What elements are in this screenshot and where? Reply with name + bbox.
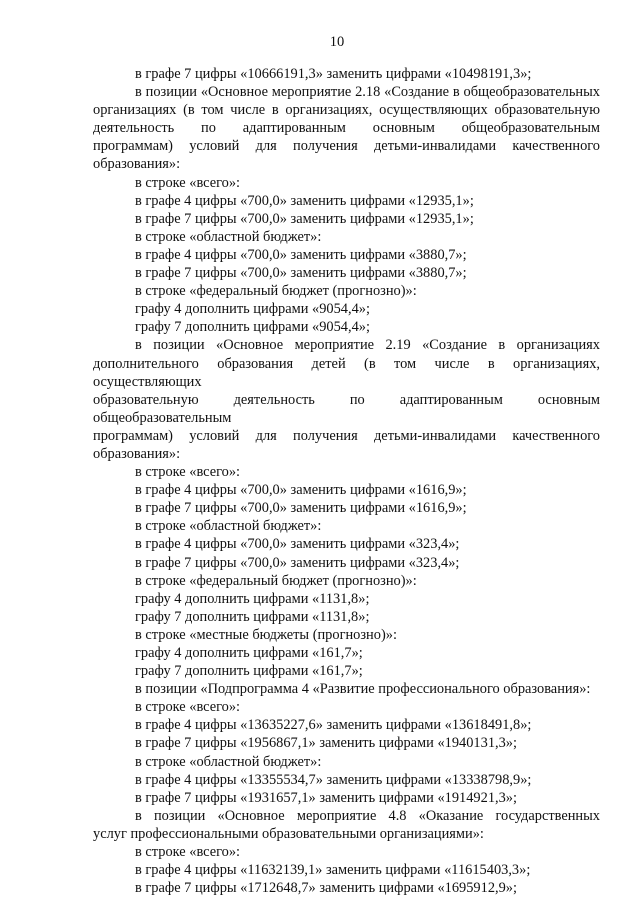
text-line: в графе 4 цифры «700,0» заменить цифрами «12935,1»; <box>135 192 474 209</box>
text-line: графу 7 дополнить цифрами «9054,4»; <box>135 319 370 336</box>
text-line: программам) условий для получения детьми-инвалидами качественного <box>93 427 600 444</box>
text-line: в графе 7 цифры «700,0» заменить цифрами «323,4»; <box>135 554 460 571</box>
text-line: в графе 4 цифры «700,0» заменить цифрами «323,4»; <box>135 536 460 553</box>
text-line: графу 4 дополнить цифрами «161,7»; <box>135 645 363 661</box>
text-line: в графе 4 цифры «700,0» заменить цифрами «1616,9»; <box>135 482 467 499</box>
text-line: в графе 4 цифры «13355534,7» заменить цифрами «13338798,9»; <box>135 771 532 788</box>
text-line: в графе 7 цифры «1712648,7» заменить цифрами «1695912,9»; <box>135 880 517 897</box>
text-line: в позиции «Основное мероприятие 2.18 «Создание в общеобразовательных <box>135 84 600 101</box>
text-line: в строке «всего»: <box>135 464 241 481</box>
text-line: дополнительного образования детей (в том числе в организациях, осуществляющих <box>93 355 600 390</box>
text-line: образования»: <box>93 445 181 462</box>
text-line: в строке «федеральный бюджет (прогнозно)»: <box>135 572 417 589</box>
text-line: в строке «федеральный бюджет (прогнозно)»: <box>135 283 417 300</box>
text-line: графу 4 дополнить цифрами «9054,4»; <box>135 301 370 318</box>
document-body <box>93 65 600 897</box>
text-line: графу 7 дополнить цифрами «161,7»; <box>135 663 363 680</box>
text-line: в графе 4 цифры «11632139,1» заменить цифрами «11615403,3»; <box>135 862 531 879</box>
text-line: в графе 4 цифры «13635227,6» заменить цифрами «13618491,8»; <box>135 717 532 734</box>
text-line: в строке «всего»: <box>135 174 241 191</box>
text-line: образовательную деятельность по адаптированным основным общеобразовательным <box>93 391 600 426</box>
text-line: в строке «областной бюджет»: <box>135 518 322 535</box>
text-line: в графе 7 цифры «1956867,1» заменить цифрами «1940131,3»; <box>135 735 517 752</box>
text-line: программам) условий для получения детьми-инвалидами качественного <box>93 138 600 155</box>
text-line: в строке «местные бюджеты (прогнозно)»: <box>135 626 397 643</box>
text-line: образования»: <box>93 156 181 173</box>
text-line: деятельность по адаптированным основным общеобразовательным <box>93 120 600 137</box>
text-line: в графе 7 цифры «10666191,3» заменить цифрами «10498191,3»; <box>135 66 532 82</box>
text-line: в графе 7 цифры «1931657,1» заменить цифрами «1914921,3»; <box>135 789 517 806</box>
text-line: в графе 7 цифры «700,0» заменить цифрами «3880,7»; <box>135 265 467 282</box>
text-line: графу 4 дополнить цифрами «1131,8»; <box>135 590 370 607</box>
text-line: в позиции «Основное мероприятие 4.8 «Оказание государственных <box>135 807 600 824</box>
text-line: в графе 7 цифры «700,0» заменить цифрами «1616,9»; <box>135 500 467 517</box>
text-line: организациях (в том числе в организациях, осуществляющих образовательную <box>93 102 600 119</box>
text-line: в позиции «Подпрограмма 4 «Развитие профессионального образования»: <box>135 681 591 698</box>
text-line: в строке «всего»: <box>135 699 241 716</box>
text-line: в строке «областной бюджет»: <box>135 753 322 770</box>
text-line: в графе 4 цифры «700,0» заменить цифрами «3880,7»; <box>135 246 467 263</box>
text-line: в позиции «Основное мероприятие 2.19 «Создание в организациях <box>135 337 600 354</box>
text-line: в строке «всего»: <box>135 844 241 861</box>
page-number: 10 <box>329 34 345 50</box>
text-line: в строке «областной бюджет»: <box>135 228 322 245</box>
text-line: в графе 7 цифры «700,0» заменить цифрами «12935,1»; <box>135 210 474 227</box>
text-line: графу 7 дополнить цифрами «1131,8»; <box>135 608 370 625</box>
text-line: услуг профессиональными образовательными организациями»: <box>93 825 484 842</box>
